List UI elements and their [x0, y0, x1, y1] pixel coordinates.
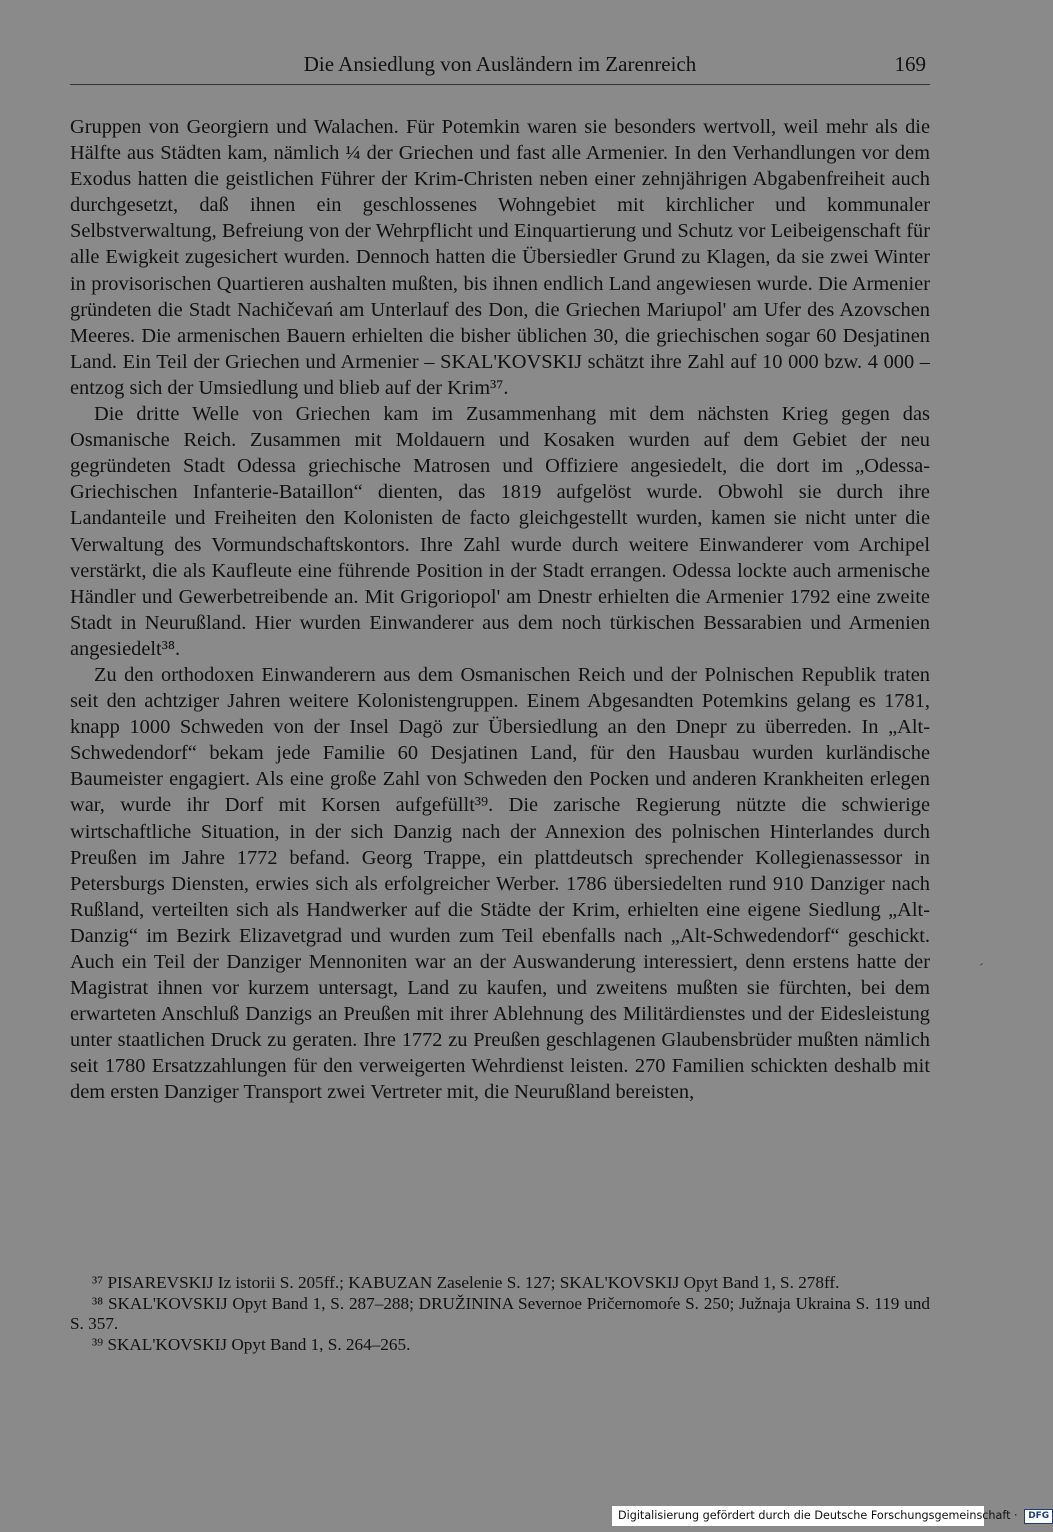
footnote-37: ³⁷ PISAREVSKIJ Iz istorii S. 205ff.; KABUZAN Zaselenie S. 127; SKAL'KOVSKIJ Opyt Band 1, S. 278ff.	[92, 1273, 840, 1292]
running-title: Die Ansiedlung von Ausländern im Zarenreich	[303, 52, 697, 76]
page-header	[70, 52, 930, 84]
digitization-credit	[612, 1506, 1050, 1526]
paragraph-2: Die dritte Welle von Griechen kam im Zusammenhang mit dem nächsten Krieg gegen das Osmanische Reich. Zusammen mit Moldauern und Kosaken wurden auf dem Gebiet der neu gegründeten Stadt Odessa griechische Matrosen und Offiziere angesiedelt, die dort im „Odessa-Griechischen Infanterie-Bataillon“ dienten, das 1819 aufgelöst wurde. Obwohl sie durch ihre Landanteile und Freiheiten den Kolonisten de facto gleichgestellt wurden, kamen sie nicht unter die Verwaltung des Vormundschaftskontors. Ihre Zahl wurde durch weitere Einwanderer vom Archipel verstärkt, die als Kaufleute eine führende Position in der Stadt errangen. Odessa lockte auch armenische Händler und Gewerbetreibende an. Mit Grigoriopol' am Dnestr erhielten die Armenier 1792 eine zweite Stadt in Neurußland. Hier wurden Einwanderer aus dem noch türkischen Bessarabien und Armenien angesiedelt³⁸.	[70, 403, 930, 660]
footnote-39: ³⁹ SKAL'KOVSKIJ Opyt Band 1, S. 264–265.	[92, 1334, 411, 1354]
footnotes	[70, 1273, 930, 1355]
credit-text: Digitalisierung gefördert durch die Deutsche Forschungsgemeinschaft ·	[618, 1509, 1018, 1522]
paragraph-1: Gruppen von Georgiern und Walachen. Für Potemkin waren sie besonders wertvoll, weil mehr als die Hälfte aus Städten kam, nämlich ¼ der Griechen und fast alle Armenier. In den Verhandlungen vor dem Exodus hatten die geistlichen Führer der Krim-Christen neben einer zehnjährigen Abgabenfreiheit auch durchgesetzt, daß ihnen ein geschlossenes Wohngebiet mit kirchlicher und kommunaler Selbstverwaltung, Befreiung von der Wehrpflicht und Einquartierung und Schutz vor Leibeigenschaft für alle Ewigkeit zugesichert wurden. Dennoch hatten die Übersiedler Grund zu Klagen, da sie zwei Winter in provisorischen Quartieren aushalten mußten, bis ihnen endlich Land angewiesen wurde. Die Armenier gründeten die Stadt Nachičevań am Unterlauf des Don, die Griechen Mariupol' am Ufer des Azovschen Meeres. Die armenischen Bauern erhielten die bisher üblichen 30, die griechischen sogar 60 Desjatinen Land. Ein Teil der Griechen und Armenier – SKAL'KOVSKIJ schätzt ihre Zahl auf 10 000 bzw. 4 000 – entzog sich der Umsiedlung und blieb auf der Krim³⁷.	[70, 116, 930, 399]
paragraph-3: Zu den orthodoxen Einwanderern aus dem Osmanischen Reich und der Polnischen Republik traten seit den achtziger Jahren weitere Kolonistengruppen. Einem Abgesandten Potemkins gelang es 1781, knapp 1000 Schweden von der Insel Dagö zur Übersiedlung an den Dnepr zu überreden. In „Alt-Schwedendorf“ bekam jede Familie 60 Desjatinen Land, für den Hausbau wurden kurländische Baumeister engagiert. Als eine große Zahl von Schweden den Pocken und anderen Krankheiten erlegen war, wurde ihr Dorf mit Korsen aufgefüllt³⁹. Die zarische Regierung nützte die schwierige wirtschaftliche Situation, in der sich Danzig nach der Annexion des polnischen Hinterlandes durch Preußen im Jahre 1772 befand. Georg Trappe, ein plattdeutsch sprechender Kollegienassessor in Petersburgs Diensten, erwies sich als erfolgreicher Werber. 1786 übersiedelten rund 910 Danziger nach Rußland, verteilten sich als Handwerker auf die Städte der Krim, erhielten eine eigene Siedlung „Alt-Danzig“ im Bezirk Elizavetgrad und wurden zum Teil ebenfalls nach „Alt-Schwedendorf“ geschickt. Auch ein Teil der Danziger Mennoniten war an der Auswanderung interessiert, denn erstens hatte der Magistrat ihnen vor kurzem untersagt, Land zu kaufen, und zweitens mußten sie fürchten, bei dem erwarteten Anschluß Danzigs an Preußen mit ihrer Ablehnung des Militärdienstes und der Eidesleistung unter staatlichen Druck zu geraten. Ihre 1772 zu Preußen geschlagenen Glaubensbrüder mußten nämlich seit 1780 Ersatzzahlungen für den verweigerten Wehrdienst leisten. 270 Familien schickten deshalb mit dem ersten Danziger Transport zwei Vertreter mit, die Neurußland bereisten,	[70, 663, 930, 1104]
dfg-logo-icon: DFG	[1024, 1509, 1053, 1524]
margin-tick: ˊ	[979, 962, 984, 977]
header-rule	[70, 84, 930, 85]
body-text	[70, 114, 930, 1106]
footnote-38: ³⁸ SKAL'KOVSKIJ Opyt Band 1, S. 287–288; DRUŽININA Severnoe Pričernomoŕe S. 250; Južnaja Ukraina S. 119 und S. 357.	[70, 1293, 930, 1333]
page-number: 169	[894, 52, 926, 76]
